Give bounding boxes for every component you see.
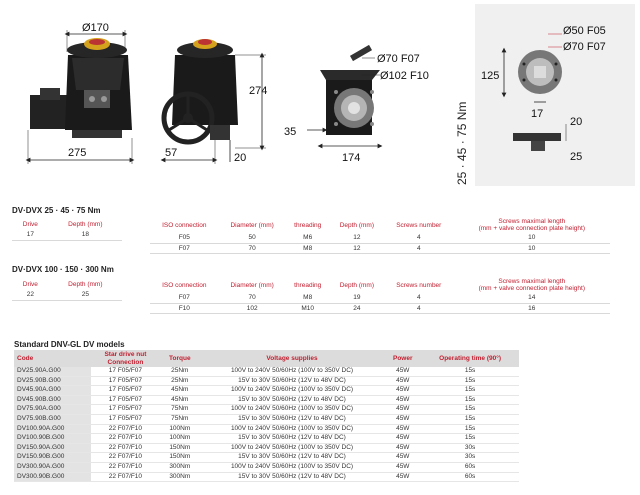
table-row xyxy=(14,453,519,463)
table-cell: 15s xyxy=(421,367,519,376)
table-cell: 300Nm xyxy=(160,472,200,482)
table-row xyxy=(14,405,519,415)
column-header: Star drive nut Connection xyxy=(91,350,160,367)
column-header: Drive xyxy=(22,281,38,288)
column-header: Screws maximal length (mm + valve connection plate height) xyxy=(478,218,585,232)
table-row xyxy=(14,386,519,396)
table-row xyxy=(14,367,519,376)
table-cell: 22 F07/F10 xyxy=(91,434,160,444)
column-header: Screws maximal length (mm + valve connection plate height) xyxy=(478,278,585,292)
spec1-iso-table xyxy=(150,218,610,254)
table-cell: 25 xyxy=(49,290,122,300)
table-cell: 24 xyxy=(330,303,384,313)
table-cell: 60s xyxy=(421,462,519,472)
column-header: Diameter (mm) xyxy=(230,221,274,229)
table-cell: F05 xyxy=(150,233,219,243)
table-row xyxy=(14,424,519,434)
dim-diameter-170: Ø170 xyxy=(82,22,109,34)
actuator-bottom-view xyxy=(320,45,380,135)
table-cell: 15V to 30V 50/60Hz (12V to 48V DC) xyxy=(200,376,385,386)
table-cell: 15s xyxy=(421,376,519,386)
table-cell: 25Nm xyxy=(160,367,200,376)
column-header: Diameter (mm) xyxy=(230,281,274,289)
column-header: Power xyxy=(384,350,421,367)
table-cell: 100V to 240V 50/60Hz (100V to 350V DC) xyxy=(200,386,385,396)
table-row xyxy=(12,290,122,300)
flange-detail-panel xyxy=(475,4,635,186)
spec1-title: DV·DVX 25 · 45 · 75 Nm xyxy=(12,206,101,215)
table-cell: DV25.90A.G00 xyxy=(14,367,91,376)
dim-17: 17 xyxy=(531,108,544,120)
table-cell: 15s xyxy=(421,434,519,444)
table-cell: DV45.90B.G00 xyxy=(14,395,91,405)
table-cell: 22 F07/F10 xyxy=(91,453,160,463)
column-header: Torque xyxy=(160,350,200,367)
table-cell: 17 xyxy=(12,230,49,240)
table-cell: 15V to 30V 50/60Hz (12V to 48V DC) xyxy=(200,472,385,482)
column-header: Code xyxy=(14,350,91,367)
table-cell: 15s xyxy=(421,424,519,434)
table-cell: 45W xyxy=(384,395,421,405)
dim-125: 125 xyxy=(481,70,500,82)
dim-width-275: 275 xyxy=(68,147,87,159)
table-cell: 45W xyxy=(384,405,421,415)
table-cell: 17 F05/F07 xyxy=(91,386,160,396)
dim-174: 174 xyxy=(342,152,361,164)
table-cell: 12 xyxy=(330,233,384,243)
table-cell: M8 xyxy=(286,293,330,303)
table-cell: 4 xyxy=(384,293,454,303)
table-cell: 17 F05/F07 xyxy=(91,405,160,415)
header-row xyxy=(14,350,519,367)
table-cell: 10 xyxy=(454,243,610,253)
table-cell: 100V to 240V 50/60Hz (100V to 350V DC) xyxy=(200,405,385,415)
table-cell: DV300.90A.G00 xyxy=(14,462,91,472)
table-cell: 100Nm xyxy=(160,434,200,444)
flange-top-view xyxy=(518,50,562,94)
models-table xyxy=(14,350,519,482)
spec2-drive-table xyxy=(12,280,122,301)
dim-70-f07-b: Ø70 F07 xyxy=(563,41,606,53)
actuator-front-view xyxy=(30,38,132,138)
model-range-label: 25 · 45 · 75 Nm xyxy=(455,101,469,185)
table-cell: M10 xyxy=(286,303,330,313)
table-row xyxy=(14,414,519,424)
table-cell: 30s xyxy=(421,443,519,453)
dim-102-f10: Ø102 F10 xyxy=(380,70,429,82)
table-cell: 45W xyxy=(384,443,421,453)
table-cell: 15V to 30V 50/60Hz (12V to 48V DC) xyxy=(200,395,385,405)
table-row xyxy=(14,376,519,386)
column-header: Depth (mm) xyxy=(339,281,374,289)
table-cell: M8 xyxy=(286,243,330,253)
table-cell: 45W xyxy=(384,453,421,463)
actuator-side-view xyxy=(164,39,238,142)
table-row xyxy=(150,233,610,243)
table-cell: 22 F07/F10 xyxy=(91,472,160,482)
table-cell: 4 xyxy=(384,303,454,313)
table-cell: DV150.90B.G00 xyxy=(14,453,91,463)
table-row xyxy=(14,434,519,444)
column-header: Screws number xyxy=(396,221,442,229)
table-cell: 45Nm xyxy=(160,395,200,405)
table-cell: 15s xyxy=(421,405,519,415)
table-row xyxy=(14,472,519,482)
table-cell: DV150.90A.G00 xyxy=(14,443,91,453)
table-cell: 14 xyxy=(454,293,610,303)
table-cell: 45W xyxy=(384,424,421,434)
dim-35: 35 xyxy=(284,126,297,138)
table-row xyxy=(14,443,519,453)
table-cell: F07 xyxy=(150,243,219,253)
table-row xyxy=(150,243,610,253)
table-cell: 70 xyxy=(219,243,286,253)
table-row xyxy=(150,293,610,303)
table-cell: 60s xyxy=(421,472,519,482)
spec2-iso-table xyxy=(150,278,610,314)
dim-20a: 20 xyxy=(234,152,247,164)
table-cell: 15V to 30V 50/60Hz (12V to 48V DC) xyxy=(200,453,385,463)
table-cell: 75Nm xyxy=(160,405,200,415)
column-header: Screws number xyxy=(396,281,442,289)
column-header: Depth (mm) xyxy=(68,221,103,228)
column-header: Voltage supplies xyxy=(200,350,385,367)
table-cell: 19 xyxy=(330,293,384,303)
column-header: threading xyxy=(294,221,322,229)
table-cell: DV75.90A.G00 xyxy=(14,405,91,415)
column-header: Depth (mm) xyxy=(68,281,103,288)
table-cell: M6 xyxy=(286,233,330,243)
table-cell: DV300.90B.G00 xyxy=(14,472,91,482)
column-header: Operating time (90°) xyxy=(421,350,519,367)
table-cell: 100V to 240V 50/60Hz (100V to 350V DC) xyxy=(200,367,385,376)
table-cell: 12 xyxy=(330,243,384,253)
table-cell: 70 xyxy=(219,293,286,303)
table-cell: 45W xyxy=(384,367,421,376)
table-cell: DV75.90B.G00 xyxy=(14,414,91,424)
dim-70-f07: Ø70 F07 xyxy=(377,53,420,65)
table-cell: 75Nm xyxy=(160,414,200,424)
table-cell: 45W xyxy=(384,462,421,472)
table-cell: 22 F07/F10 xyxy=(91,443,160,453)
table-cell: 45W xyxy=(384,434,421,444)
table-cell: 22 F07/F10 xyxy=(91,424,160,434)
column-header: Drive xyxy=(22,221,38,228)
table-cell: DV25.90B.G00 xyxy=(14,376,91,386)
table-cell: 45W xyxy=(384,376,421,386)
spec1-drive-table xyxy=(12,220,122,241)
table-cell: 15s xyxy=(421,386,519,396)
table-cell: 100V to 240V 50/60Hz (100V to 350V DC) xyxy=(200,462,385,472)
table-cell: 15s xyxy=(421,395,519,405)
column-header: ISO connection xyxy=(162,281,207,289)
table-cell: DV45.90A.G00 xyxy=(14,386,91,396)
table-cell: F07 xyxy=(150,293,219,303)
dim-57: 57 xyxy=(165,147,178,159)
table-cell: 18 xyxy=(49,230,122,240)
table-cell: 102 xyxy=(219,303,286,313)
table-cell: 17 F05/F07 xyxy=(91,367,160,376)
table-cell: 4 xyxy=(384,233,454,243)
table-cell: 16 xyxy=(454,303,610,313)
header-row xyxy=(12,220,122,230)
column-header: Depth (mm) xyxy=(339,221,374,229)
table-cell: 4 xyxy=(384,243,454,253)
table-cell: 45Nm xyxy=(160,386,200,396)
table-cell: 17 F05/F07 xyxy=(91,376,160,386)
table-cell: 45W xyxy=(384,472,421,482)
dim-50-f05: Ø50 F05 xyxy=(563,25,606,37)
table-cell: 17 F05/F07 xyxy=(91,395,160,405)
table-cell: DV100.90B.G00 xyxy=(14,434,91,444)
header-row xyxy=(150,278,610,293)
table-cell: F10 xyxy=(150,303,219,313)
table-cell: 22 F07/F10 xyxy=(91,462,160,472)
header-row xyxy=(12,280,122,290)
table-cell: 25Nm xyxy=(160,376,200,386)
table-cell: 150Nm xyxy=(160,453,200,463)
dim-20b: 20 xyxy=(570,116,583,128)
table-cell: 45W xyxy=(384,414,421,424)
table-cell: 150Nm xyxy=(160,443,200,453)
dim-height-274: 274 xyxy=(249,85,268,97)
table-cell: 45W xyxy=(384,386,421,396)
spec2-title: DV·DVX 100 · 150 · 300 Nm xyxy=(12,265,114,274)
table-cell: 300Nm xyxy=(160,462,200,472)
table-row xyxy=(14,462,519,472)
table-row xyxy=(14,395,519,405)
table-cell: 10 xyxy=(454,233,610,243)
table-cell: 100V to 240V 50/60Hz (100V to 350V DC) xyxy=(200,443,385,453)
table-row xyxy=(12,230,122,240)
table-cell: 15V to 30V 50/60Hz (12V to 48V DC) xyxy=(200,434,385,444)
table-cell: 100Nm xyxy=(160,424,200,434)
models-title: Standard DNV-GL DV models xyxy=(14,340,125,349)
table-cell: 100V to 240V 50/60Hz (100V to 350V DC) xyxy=(200,424,385,434)
column-header: ISO connection xyxy=(162,221,207,229)
dim-25: 25 xyxy=(570,151,583,163)
table-cell: 17 F05/F07 xyxy=(91,414,160,424)
table-cell: 30s xyxy=(421,453,519,463)
table-cell: 22 xyxy=(12,290,49,300)
column-header: threading xyxy=(294,281,322,289)
table-cell: 15s xyxy=(421,414,519,424)
table-cell: DV100.90A.G00 xyxy=(14,424,91,434)
table-cell: 50 xyxy=(219,233,286,243)
table-cell: 15V to 30V 50/60Hz (12V to 48V DC) xyxy=(200,414,385,424)
technical-drawings xyxy=(0,0,640,195)
header-row xyxy=(150,218,610,233)
table-row xyxy=(150,303,610,313)
